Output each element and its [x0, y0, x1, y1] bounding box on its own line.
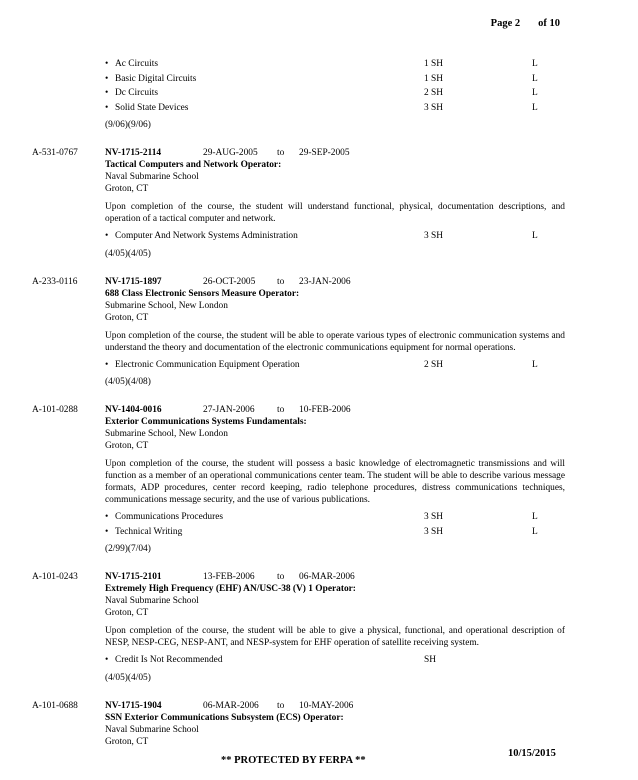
credit-row	[0, 654, 638, 669]
end-date: 10-FEB-2006	[299, 405, 351, 415]
course-entry	[0, 571, 638, 686]
school-location: Groton, CT	[105, 312, 149, 323]
course-id: A-531-0767	[32, 148, 78, 158]
school-location: Groton, CT	[105, 736, 149, 747]
course-number: NV-1715-2114	[105, 148, 162, 158]
end-date: 23-JAN-2006	[299, 276, 351, 287]
credit-course: Credit Is Not Recommended	[115, 655, 223, 665]
credit-row	[0, 102, 638, 117]
course-description: Upon completion of the course, the student will possess a basic knowledge of electromagnetic transmissions and will function as a member of an operational communications center team. The student will be able to describe various message formats, ADP procedures, center record keeping, radio telephone procedures, distress communications techniques, communications message security, and the use of various publications.	[105, 459, 565, 505]
course-id: A-101-0288	[32, 405, 78, 415]
credit-hours: 2 SH	[424, 359, 444, 370]
credit-hours: 3 SH	[424, 102, 444, 113]
end-date: 29-SEP-2005	[299, 148, 350, 158]
bullet: •	[105, 73, 109, 84]
course-title: Tactical Computers and Network Operator:	[105, 160, 282, 170]
end-date: 10-MAY-2006	[299, 700, 354, 711]
course-id: A-101-0243	[32, 572, 78, 582]
bullet: •	[105, 88, 109, 98]
page-total: of 10	[538, 18, 560, 29]
start-date: 27-JAN-2006	[203, 405, 255, 415]
course-header	[105, 404, 565, 416]
bullet: •	[105, 526, 109, 537]
date-separator: to	[277, 405, 285, 415]
course-dates: (4/05)(4/05)	[105, 672, 151, 683]
course-dates: (2/99)(7/04)	[105, 544, 151, 554]
date-separator: to	[277, 148, 285, 158]
credit-level: L	[532, 88, 538, 98]
school-name: Submarine School, New London	[105, 429, 228, 439]
credit-course: Dc Circuits	[115, 88, 158, 98]
school-location: Groton, CT	[105, 184, 149, 194]
course-title: 688 Class Electronic Sensors Measure Operator:	[105, 288, 300, 299]
credit-row	[0, 87, 638, 102]
credit-level: L	[532, 526, 538, 537]
page-number: Page 2	[490, 18, 521, 29]
date-separator: to	[277, 572, 285, 582]
course-dates: (4/05)(4/08)	[105, 377, 151, 387]
credit-course: Electronic Communication Equipment Operation	[115, 359, 300, 370]
credit-row	[0, 230, 638, 245]
bullet: •	[105, 512, 109, 522]
credit-hours: 1 SH	[424, 73, 444, 84]
credit-level: L	[532, 512, 538, 522]
start-date: 29-AUG-2005	[203, 148, 258, 158]
credit-row	[0, 58, 638, 73]
course-title: Exterior Communications Systems Fundamentals:	[105, 417, 307, 427]
credit-hours: SH	[424, 655, 436, 665]
credit-course: Communications Procedures	[115, 512, 224, 522]
course-header	[105, 147, 565, 159]
school-name: Submarine School, New London	[105, 300, 228, 311]
credit-hours: 2 SH	[424, 88, 444, 98]
credit-level: L	[532, 73, 538, 84]
course-number: NV-1715-1897	[105, 276, 162, 287]
page-header	[491, 18, 560, 30]
start-date: 06-MAR-2006	[203, 700, 259, 711]
credit-level: L	[532, 59, 538, 69]
course-header	[105, 571, 565, 583]
credit-course: Ac Circuits	[115, 59, 158, 69]
credit-row	[0, 511, 638, 526]
bullet: •	[105, 359, 109, 370]
course-dates: (4/05)(4/05)	[105, 248, 151, 259]
transcript-content	[0, 58, 638, 748]
course-description: Upon completion of the course, the student will understand functional, physical, documentation descriptions, and operation of a tactical computer and network.	[105, 202, 565, 224]
credit-level: L	[532, 102, 538, 113]
credit-course: Technical Writing	[115, 526, 183, 537]
credit-course: Computer And Network Systems Administration	[115, 231, 298, 241]
credit-hours: 1 SH	[424, 59, 444, 69]
credit-level: L	[532, 359, 538, 370]
credit-hours: 3 SH	[424, 526, 444, 537]
credit-course: Solid State Devices	[115, 102, 189, 113]
bullet: •	[105, 231, 109, 241]
course-description: Upon completion of the course, the student will be able to give a physical, functional, and operational description of NESP, NESP-CEG, NESP-ANT, and NESP-system for EHF operation of satellite receiving system.	[105, 626, 565, 648]
course-number: NV-1715-1904	[105, 700, 162, 711]
credit-row	[0, 526, 638, 541]
school-location: Groton, CT	[105, 608, 149, 618]
course-description: Upon completion of the course, the student will be able to operate various types of electronic communication systems and understand the theory and documentation of the electronic communications equipment for normal operations.	[105, 330, 565, 353]
start-date: 13-FEB-2006	[203, 572, 255, 582]
school-name: Naval Submarine School	[105, 172, 199, 182]
credit-row	[0, 73, 638, 88]
course-header	[105, 276, 565, 288]
bullet: •	[105, 59, 109, 69]
print-date: 10/15/2015	[508, 748, 556, 759]
course-id: A-233-0116	[32, 276, 78, 287]
course-entry	[0, 700, 638, 748]
course-number: NV-1404-0016	[105, 405, 162, 415]
course-number: NV-1715-2101	[105, 572, 162, 582]
credit-level: L	[532, 231, 538, 241]
course-title: SSN Exterior Communications Subsystem (ECS) Operator:	[105, 712, 344, 723]
course-header	[105, 700, 565, 712]
course-dates: (9/06)(9/06)	[105, 120, 151, 130]
lead-credit-list	[0, 58, 638, 116]
credit-course: Basic Digital Circuits	[115, 73, 197, 84]
ferpa-notice: ** PROTECTED BY FERPA **	[221, 755, 366, 766]
credit-hours: 3 SH	[424, 231, 444, 241]
credit-hours: 3 SH	[424, 512, 444, 522]
course-title: Extremely High Frequency (EHF) AN/USC-38 (V) 1 Operator:	[105, 584, 356, 594]
school-name: Naval Submarine School	[105, 596, 199, 606]
end-date: 06-MAR-2006	[299, 572, 355, 582]
course-entry	[0, 404, 638, 557]
course-id: A-101-0688	[32, 700, 78, 711]
bullet: •	[105, 655, 109, 665]
school-name: Naval Submarine School	[105, 724, 199, 735]
date-separator: to	[277, 700, 285, 711]
bullet: •	[105, 102, 109, 113]
course-entry	[0, 147, 638, 262]
course-entry	[0, 276, 638, 391]
start-date: 26-OCT-2005	[203, 276, 256, 287]
school-location: Groton, CT	[105, 441, 149, 451]
credit-row	[0, 359, 638, 374]
date-separator: to	[277, 276, 285, 287]
